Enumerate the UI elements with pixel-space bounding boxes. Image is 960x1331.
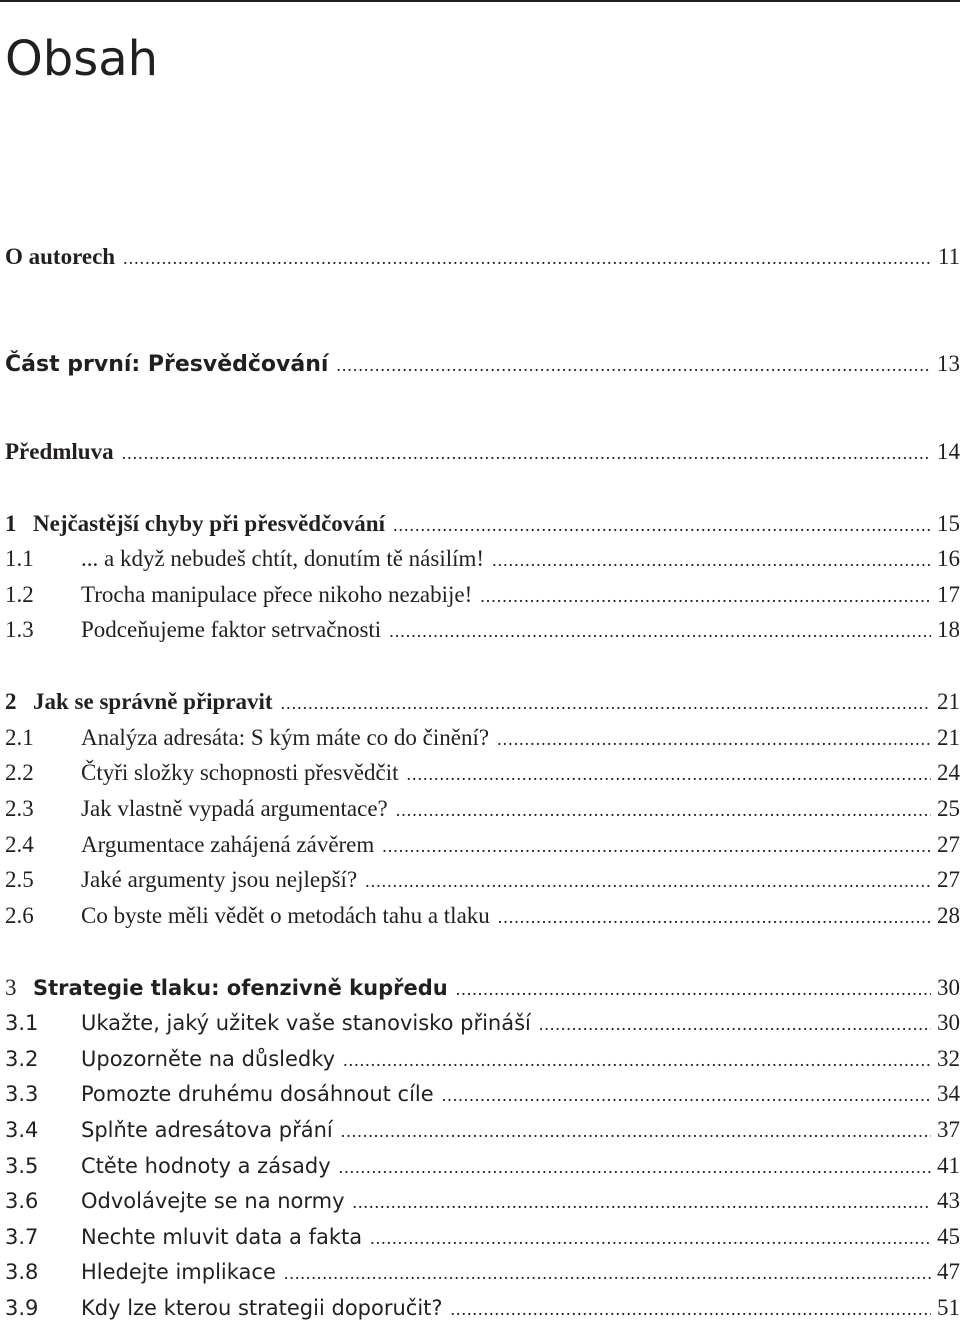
toc-leader — [343, 1050, 931, 1071]
toc-leader — [389, 621, 931, 642]
toc-leader — [365, 871, 931, 892]
toc-leader — [339, 1157, 931, 1178]
toc-entry-number: 3.2 — [5, 1047, 39, 1071]
toc-leader — [498, 907, 931, 928]
toc-entry-title: Analýza adresáta: S kým máte co do činění? — [81, 725, 490, 750]
toc-leader — [396, 800, 931, 821]
toc-entry-title: Ukažte, jaký užitek vaše stanovisko přináší — [81, 1011, 531, 1035]
toc-entry-page: 43 — [937, 1188, 960, 1213]
toc-entry-page: 34 — [937, 1081, 960, 1106]
toc-leader — [284, 1263, 931, 1284]
toc-entry-page: 28 — [937, 903, 960, 928]
toc-entry-number: 1.2 — [5, 582, 34, 607]
toc-entry-number: 2.5 — [5, 867, 34, 892]
toc-entry-page: 47 — [937, 1259, 960, 1284]
toc-entry-number: 3.4 — [5, 1118, 39, 1142]
toc-entry-page: 37 — [937, 1117, 960, 1142]
toc-entry-page: 21 — [937, 725, 960, 750]
toc-entry-title: Trocha manipulace přece nikoho nezabije! — [81, 582, 473, 607]
toc-entry-title: Pomozte druhému dosáhnout cíle — [81, 1082, 434, 1106]
toc-entry[interactable] — [5, 725, 960, 761]
table-of-contents — [5, 0, 960, 1330]
toc-entry[interactable] — [5, 244, 960, 280]
toc-leader — [539, 1014, 931, 1035]
toc-entry[interactable] — [5, 832, 960, 868]
toc-leader — [336, 355, 931, 376]
toc-entry-page: 11 — [937, 244, 960, 269]
toc-entry-number: 1.1 — [5, 546, 34, 571]
toc-entry-title: ... a když nebudeš chtít, donutím tě násilím! — [81, 546, 485, 571]
toc-entry[interactable] — [5, 351, 960, 387]
toc-leader — [480, 586, 931, 607]
toc-entry-page: 13 — [937, 351, 960, 376]
toc-entry-title: Předmluva — [5, 439, 114, 464]
toc-entry[interactable] — [5, 1188, 960, 1224]
toc-entry-page: 45 — [937, 1224, 960, 1249]
toc-entry[interactable] — [5, 617, 960, 653]
toc-entry-title: Část první: Přesvědčování — [5, 352, 329, 377]
toc-entry-number: 3.1 — [5, 1011, 39, 1035]
toc-entry-page: 32 — [937, 1046, 960, 1071]
toc-entry-number: 1 — [5, 511, 17, 536]
toc-entry-page: 30 — [937, 975, 960, 1000]
toc-entry-page: 30 — [937, 1010, 960, 1035]
toc-entry-title: Kdy lze kterou strategii doporučit? — [81, 1296, 443, 1320]
toc-leader — [370, 1228, 931, 1249]
toc-entry-page: 25 — [937, 796, 960, 821]
toc-entry-page: 41 — [937, 1153, 960, 1178]
toc-entry-number: 3.3 — [5, 1082, 39, 1106]
toc-entry-number: 3.5 — [5, 1154, 39, 1178]
toc-entry-page: 27 — [937, 832, 960, 857]
toc-entry-title: Nechte mluvit data a fakta — [81, 1225, 363, 1249]
toc-leader — [123, 248, 932, 269]
toc-entry[interactable] — [5, 511, 960, 547]
toc-entry[interactable] — [5, 1153, 960, 1189]
toc-entry[interactable] — [5, 1295, 960, 1331]
toc-leader — [451, 1299, 931, 1320]
toc-entry[interactable] — [5, 1081, 960, 1117]
toc-entry-title: Podceňujeme faktor setrvačnosti — [81, 617, 382, 642]
toc-entry-title: Jak se správně připravit — [33, 689, 273, 714]
toc-entry-page: 27 — [937, 867, 960, 892]
toc-entry-number: 2.1 — [5, 725, 34, 750]
toc-entry-number: 2.3 — [5, 796, 34, 821]
toc-leader — [497, 729, 931, 750]
toc-entry[interactable] — [5, 1117, 960, 1153]
toc-entry[interactable] — [5, 903, 960, 939]
toc-entry[interactable] — [5, 975, 960, 1011]
toc-entry-title: Strategie tlaku: ofenzivně kupředu — [33, 976, 448, 1000]
toc-entry-title: Odvolávejte se na normy — [81, 1189, 345, 1213]
toc-entry-title: Upozorněte na důsledky — [81, 1047, 336, 1071]
toc-leader — [353, 1192, 931, 1213]
toc-entry-title: Argumentace zahájená závěrem — [81, 832, 375, 857]
toc-entry[interactable] — [5, 1010, 960, 1046]
toc-leader — [456, 979, 931, 1000]
toc-entry-page: 51 — [937, 1295, 960, 1320]
toc-entry[interactable] — [5, 867, 960, 903]
toc-entry-page: 15 — [937, 511, 960, 536]
toc-entry-title: Jaké argumenty jsou nejlepší? — [81, 867, 358, 892]
toc-entry[interactable] — [5, 439, 960, 475]
toc-entry-title: Jak vlastně vypadá argumentace? — [81, 796, 388, 821]
toc-entry-page: 24 — [937, 760, 960, 785]
toc-leader — [407, 764, 932, 785]
toc-entry-number: 3.8 — [5, 1260, 39, 1284]
toc-leader — [122, 443, 931, 464]
toc-entry-number: 3.9 — [5, 1296, 39, 1320]
toc-entry-number: 1.3 — [5, 617, 34, 642]
toc-leader — [492, 550, 931, 571]
toc-entry[interactable] — [5, 1224, 960, 1260]
toc-entry-number: 3 — [5, 975, 17, 1000]
toc-entry-title: Splňte adresátova přání — [81, 1118, 333, 1142]
toc-entry[interactable] — [5, 546, 960, 582]
toc-entry[interactable] — [5, 689, 960, 725]
toc-entry[interactable] — [5, 1259, 960, 1295]
toc-entry-title: Čtyři složky schopnosti přesvědčit — [81, 760, 399, 785]
toc-entry[interactable] — [5, 582, 960, 618]
page-title: Obsah — [5, 31, 159, 87]
toc-leader — [341, 1121, 931, 1142]
toc-entry-number: 3.6 — [5, 1189, 39, 1213]
toc-entry-number: 2 — [5, 689, 17, 714]
toc-entry-title: Co byste měli vědět o metodách tahu a tlaku — [81, 903, 490, 928]
toc-entry-page: 14 — [937, 439, 960, 464]
toc-entry-number: 3.7 — [5, 1225, 39, 1249]
toc-entry-page: 17 — [937, 582, 960, 607]
toc-leader — [281, 693, 931, 714]
toc-entry-number: 2.6 — [5, 903, 34, 928]
toc-entry-page: 16 — [937, 546, 960, 571]
toc-entry[interactable] — [5, 760, 960, 796]
toc-entry-title: O autorech — [5, 244, 116, 269]
toc-entry[interactable] — [5, 796, 960, 832]
toc-entry-title: Nejčastější chyby při přesvědčování — [33, 511, 385, 536]
toc-leader — [442, 1085, 931, 1106]
toc-entry-title: Hledejte implikace — [81, 1260, 276, 1284]
toc-leader — [382, 836, 931, 857]
toc-entry-number: 2.4 — [5, 832, 34, 857]
toc-leader — [393, 515, 931, 536]
toc-entry-title: Ctěte hodnoty a zásady — [81, 1154, 331, 1178]
toc-entry-page: 18 — [937, 617, 960, 642]
toc-entry-page: 21 — [937, 689, 960, 714]
toc-entry-number: 2.2 — [5, 760, 34, 785]
toc-entry[interactable] — [5, 1046, 960, 1082]
